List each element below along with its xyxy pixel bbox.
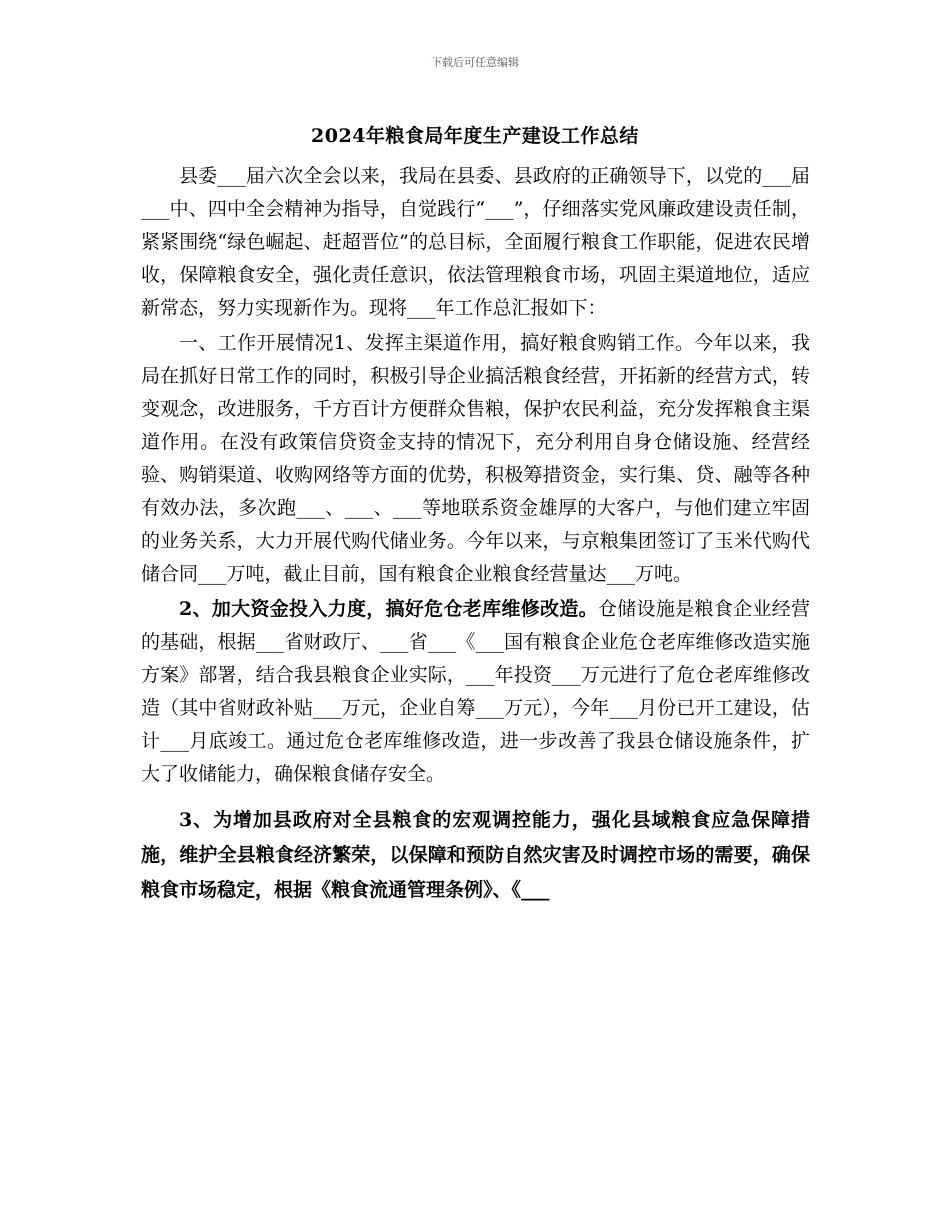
paragraph-section-3: 3、为增加县政府对全县粮食的宏观调控能力，强化县域粮食应急保障措施，维护全县粮食经济繁荣，以保障和预防自然灾害及时调控市场的需要，确保粮食市场稳定，根据《粮食流通管理条例》、《___: [141, 809, 810, 901]
document-body: [141, 160, 810, 908]
paragraph-intro: 县委___届六次全会以来，我局在县委、县政府的正确领导下，以党的___届___中、四中全会精神为指导，自觉践行“___”，仔细落实党风廉政建设责任制，紧紧围绕“绿色崛起、赶超晋位”的总目标，全面履行粮食工作职能，促进农民增收，保障粮食安全，强化责任意识，依法管理粮食市场，巩固主渠道地位，适应新常态，努力实现新作为。现将___年工作总汇报如下：: [141, 165, 810, 319]
paragraph-section-2-lead: 2、加大资金投入力度，搞好危仓老库维修改造。: [179, 598, 598, 620]
paragraph-section-2: [141, 593, 810, 791]
paragraph-section-2-text: 仓储设施是粮食企业经营的基础，根据___省财政厅、___省___《___国有粮食企业危仓老库维修改造实施方案》部署，结合我县粮食企业实际，___年投资___万元进行了危仓老库维修改造（其中省财政补贴___万元，企业自筹___万元），今年___月份已开工建设，估计___月底竣工。通过危仓老库维修改造，进一步改善了我县仓储设施条件，扩大了收储能力，确保粮食储存安全。: [141, 598, 810, 785]
paragraph-section-1: 一、工作开展情况1、发挥主渠道作用，搞好粮食购销工作。今年以来，我局在抓好日常工作的同时，积极引导企业搞活粮食经营，开拓新的经营方式，转变观念，改进服务，千方百计方便群众售粮，保护农民利益，充分发挥粮食主渠道作用。在没有政策信贷资金支持的情况下，充分利用自身仓储设施、经营经验、购销渠道、收购网络等方面的优势，积极筹措资金，实行集、贷、融等各种有效办法，多次跑___、___、___等地联系资金雄厚的大客户，与他们建立牢固的业务关系，大力开展代购代储业务。今年以来，与京粮集团签订了玉米代购代储合同___万吨，截止目前，国有粮食企业粮食经营量达___万吨。: [141, 332, 810, 585]
document-title: 2024年粮食局年度生产建设工作总结: [311, 125, 639, 147]
page-header-note: 下载后可任意编辑: [431, 56, 519, 69]
